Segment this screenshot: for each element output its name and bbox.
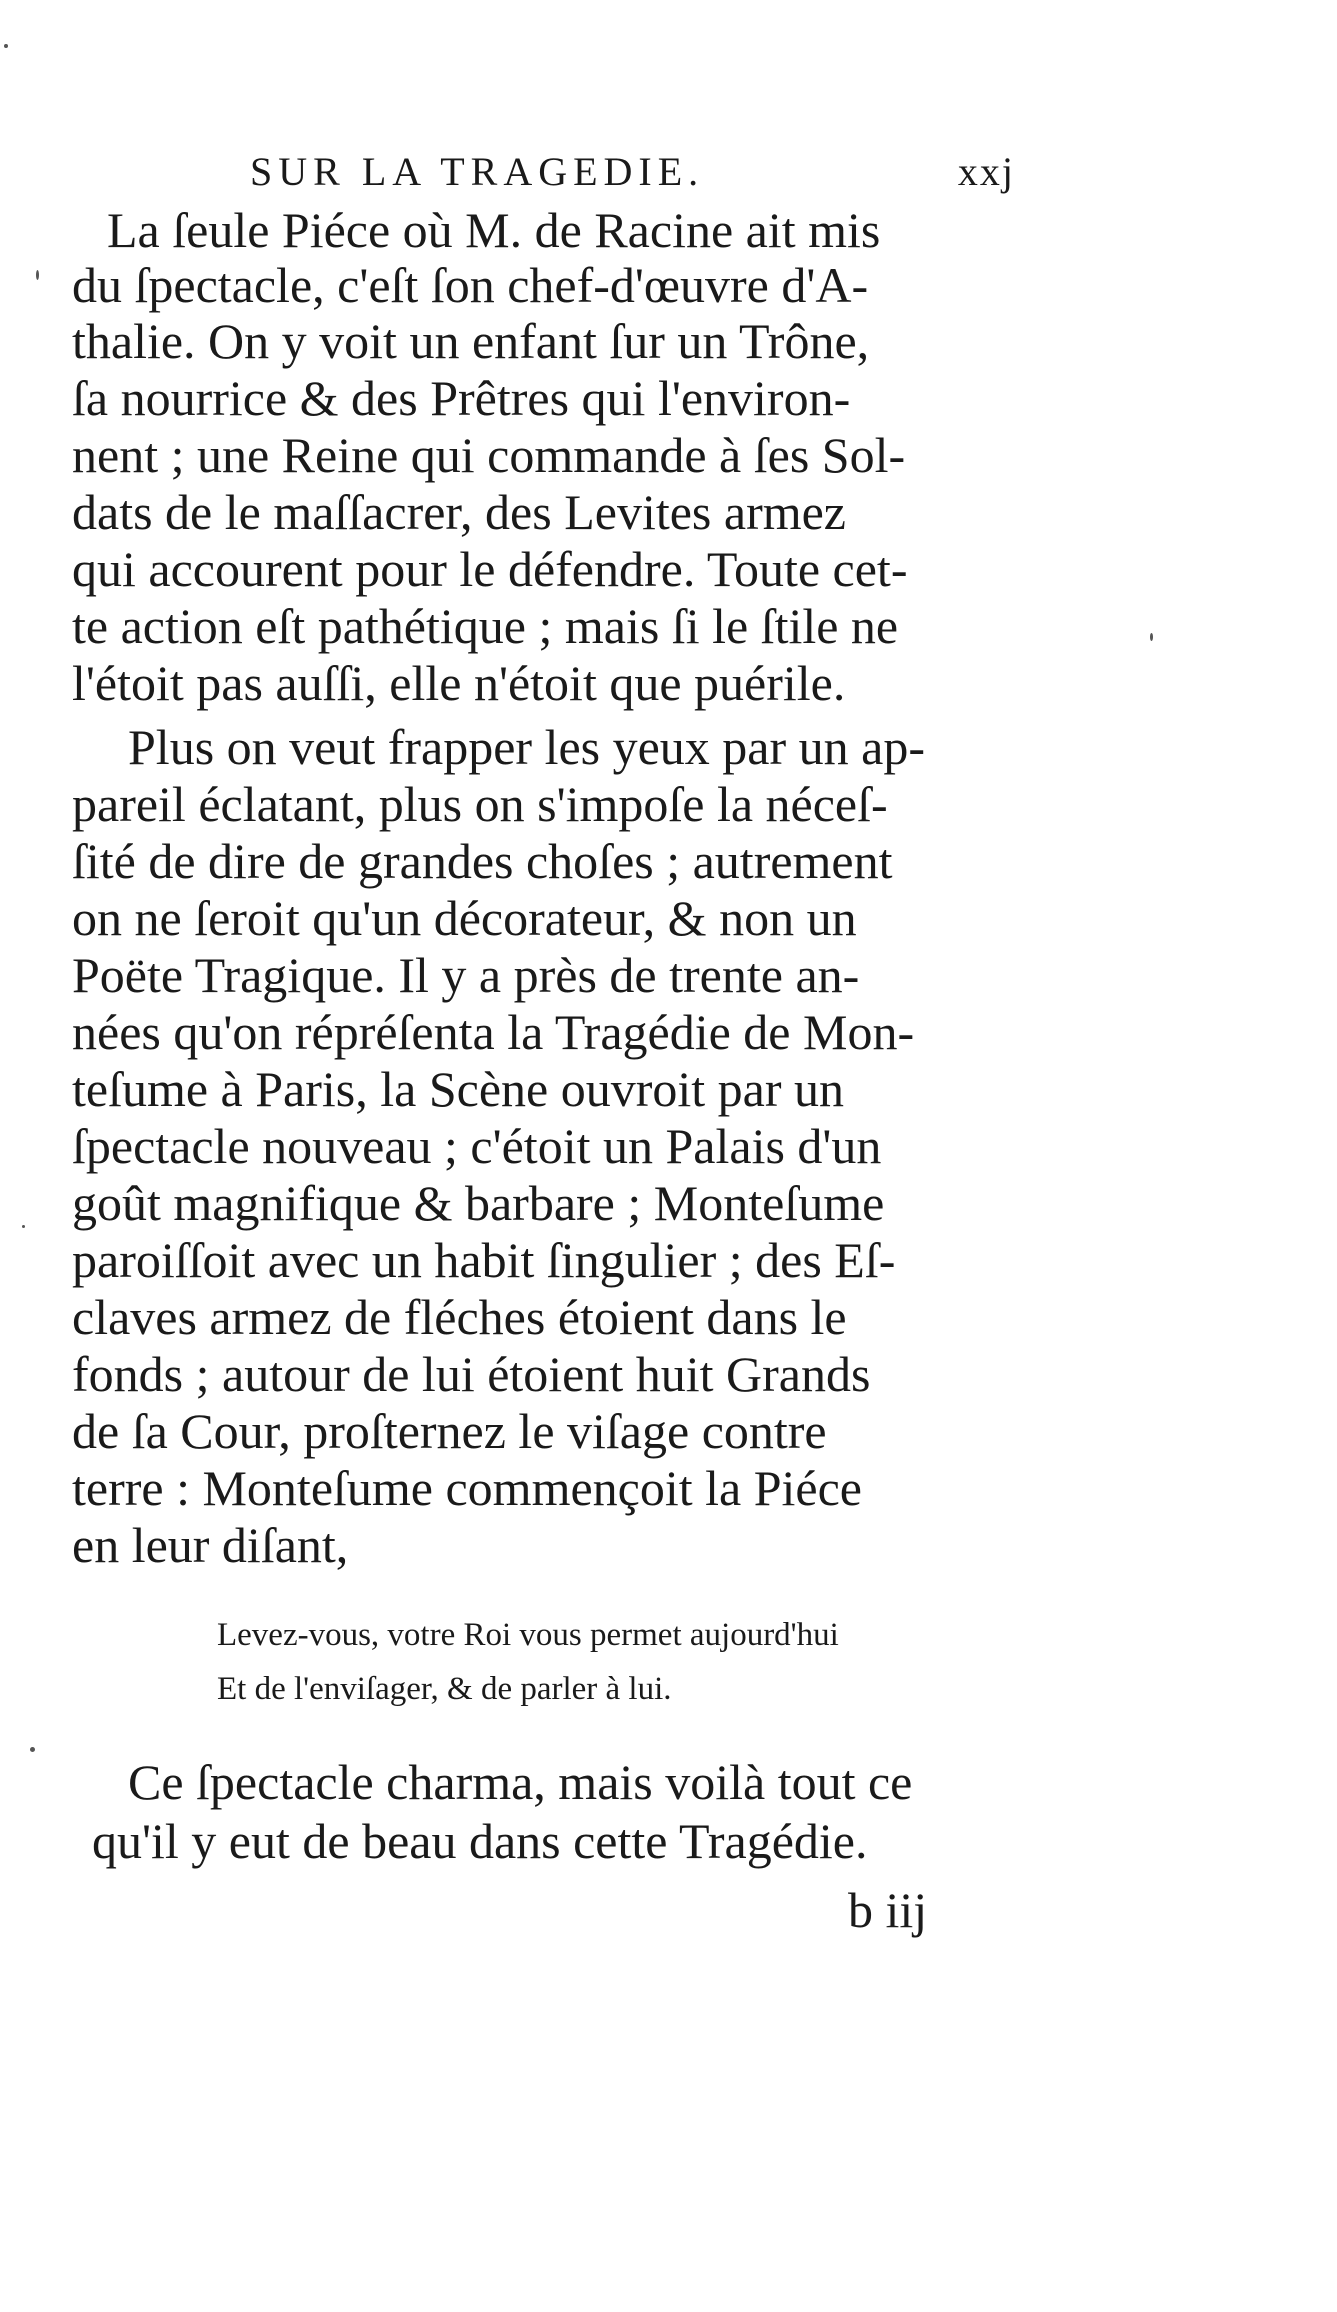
ink-speck [1150, 633, 1153, 641]
text-line: on ne ſeroit qu'un décorateur, & non un [72, 890, 857, 946]
text-line: fonds ; autour de lui étoient huit Grands [72, 1346, 871, 1402]
text-line: ſa nourrice & des Prêtres qui l'environ- [72, 370, 851, 426]
text-line: te action eſt pathétique ; mais ſi le ſtile ne [72, 598, 899, 654]
text-line: Ce ſpectacle charma, mais voilà tout ce [128, 1754, 913, 1810]
text-line: terre : Monteſume commençoit la Piéce [72, 1460, 862, 1516]
text-line: du ſpectacle, c'eſt ſon chef-d'œuvre d'A- [72, 257, 869, 313]
text-line: nent ; une Reine qui commande à ſes Sol- [72, 427, 906, 483]
page-number: xxj [957, 149, 1015, 194]
text-line: claves armez de fléches étoient dans le [72, 1289, 847, 1345]
ink-speck [4, 44, 8, 48]
text-line: en leur diſant, [72, 1517, 349, 1573]
text-line: teſume à Paris, la Scène ouvroit par un [72, 1061, 844, 1117]
ink-speck [22, 1225, 25, 1228]
text-line: goût magnifique & barbare ; Monteſume [72, 1175, 885, 1231]
signature-mark: b iij [848, 1882, 928, 1938]
text-line: nées qu'on répréſenta la Tragédie de Mon- [72, 1004, 915, 1060]
ink-speck [36, 270, 39, 280]
running-title: SUR LA TRAGEDIE. [250, 149, 705, 194]
text-line: pareil éclatant, plus on s'impoſe la néceſ- [72, 776, 888, 832]
text-line: ſité de dire de grandes choſes ; autrement [72, 833, 893, 889]
text-line: qui accourent pour le défendre. Toute cet- [72, 541, 908, 597]
text-line: thalie. On y voit un enfant ſur un Trône, [72, 313, 870, 369]
running-head [250, 148, 1015, 198]
text-line: dats de le maſſacrer, des Levites armez [72, 484, 846, 540]
verse-line: Et de l'enviſager, & de parler à lui. [217, 1671, 672, 1707]
text-line: ſpectacle nouveau ; c'étoit un Palais d'un [72, 1118, 882, 1174]
text-line: de ſa Cour, proſternez le viſage contre [72, 1403, 827, 1459]
text-line: qu'il y eut de beau dans cette Tragédie. [92, 1813, 868, 1869]
text-line: paroiſſoit avec un habit ſingulier ; des Eſ- [72, 1232, 896, 1288]
text-line: Plus on veut frapper les yeux par un ap- [128, 719, 925, 775]
ink-speck [30, 1747, 35, 1752]
verse-line: Levez-vous, votre Roi vous permet aujourd'hui [217, 1617, 839, 1653]
text-line: Poëte Tragique. Il y a près de trente an- [72, 947, 860, 1003]
text-line: l'étoit pas auſſi, elle n'étoit que puérile. [72, 655, 846, 711]
text-line: La ſeule Piéce où M. de Racine ait mis [107, 202, 881, 258]
